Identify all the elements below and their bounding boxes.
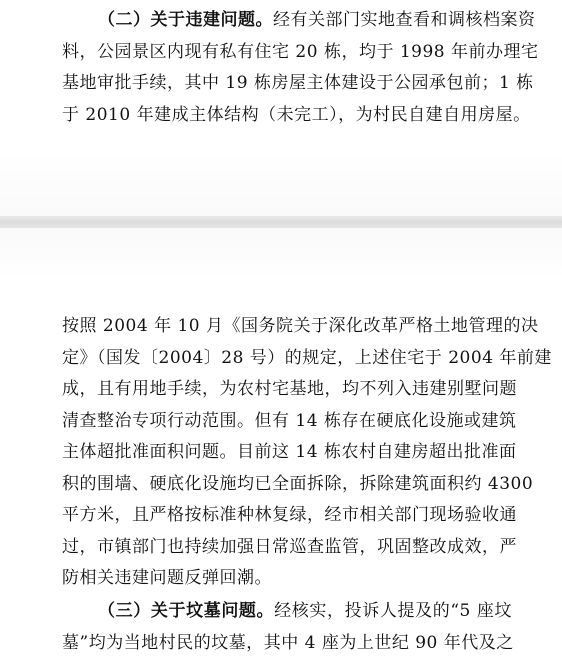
- paragraph-line: 成，且有用地手续，为农村宅基地，均不列入违建别墅问题: [62, 379, 517, 399]
- paragraph-line: 墓”均为当地村民的坟墓，其中 4 座为上世纪 90 年代及之: [62, 632, 514, 653]
- document-page-upper: [0, 0, 562, 216]
- section-heading: （二）关于违建问题。: [98, 10, 273, 30]
- paragraph-line: 基地审批手续，其中 19 栋房屋主体建设于公园承包前；1 栋: [62, 73, 534, 93]
- section-heading: （三）关于坟墓问题。: [98, 601, 275, 621]
- paragraph-text: 经有关部门实地查看和调核档案资: [273, 10, 536, 30]
- paragraph-policy-basis: [62, 311, 552, 595]
- paragraph-line: 主体超批准面积问题。目前这 14 栋农村自建房超出批准面: [62, 442, 517, 462]
- page-break: [0, 216, 562, 228]
- paragraph-line: 防相关违建问题反弹回潮。: [62, 568, 272, 588]
- paragraph-line: [62, 596, 512, 628]
- paragraph-line: 清查整治专项行动范围。但有 14 栋存在硬底化设施或建筑: [62, 410, 517, 431]
- paragraph-line: 料，公园景区内现有私有住宅 20 栋，均于 1998 年前办理宅: [62, 41, 539, 62]
- paragraph-line: 于 2010 年建成主体结构（未完工），为村民自建自用房屋。: [62, 104, 531, 125]
- paragraph-grave-issue: [62, 596, 512, 659]
- paragraph-line: 过，市镇部门也持续加强日常巡查监管，巩固整改成效，严: [62, 536, 517, 557]
- paragraph-line: 定》（国发〔2004〕28 号）的规定，上述住宅于 2004 年前建: [62, 347, 552, 368]
- paragraph-line: 按照 2004 年 10 月《国务院关于深化改革严格土地管理的决: [62, 316, 539, 336]
- paragraph-line: [62, 5, 536, 37]
- paragraph-text: 经核实，投诉人提及的“5 座坟: [274, 601, 512, 621]
- paragraph-line: 积的围墙、硬底化设施均已全面拆除，拆除建筑面积约 4300: [62, 473, 534, 494]
- paragraph-illegal-construction: [62, 5, 539, 131]
- paragraph-line: 平方米，且严格按标准种林复绿，经市相关部门现场验收通: [62, 505, 517, 525]
